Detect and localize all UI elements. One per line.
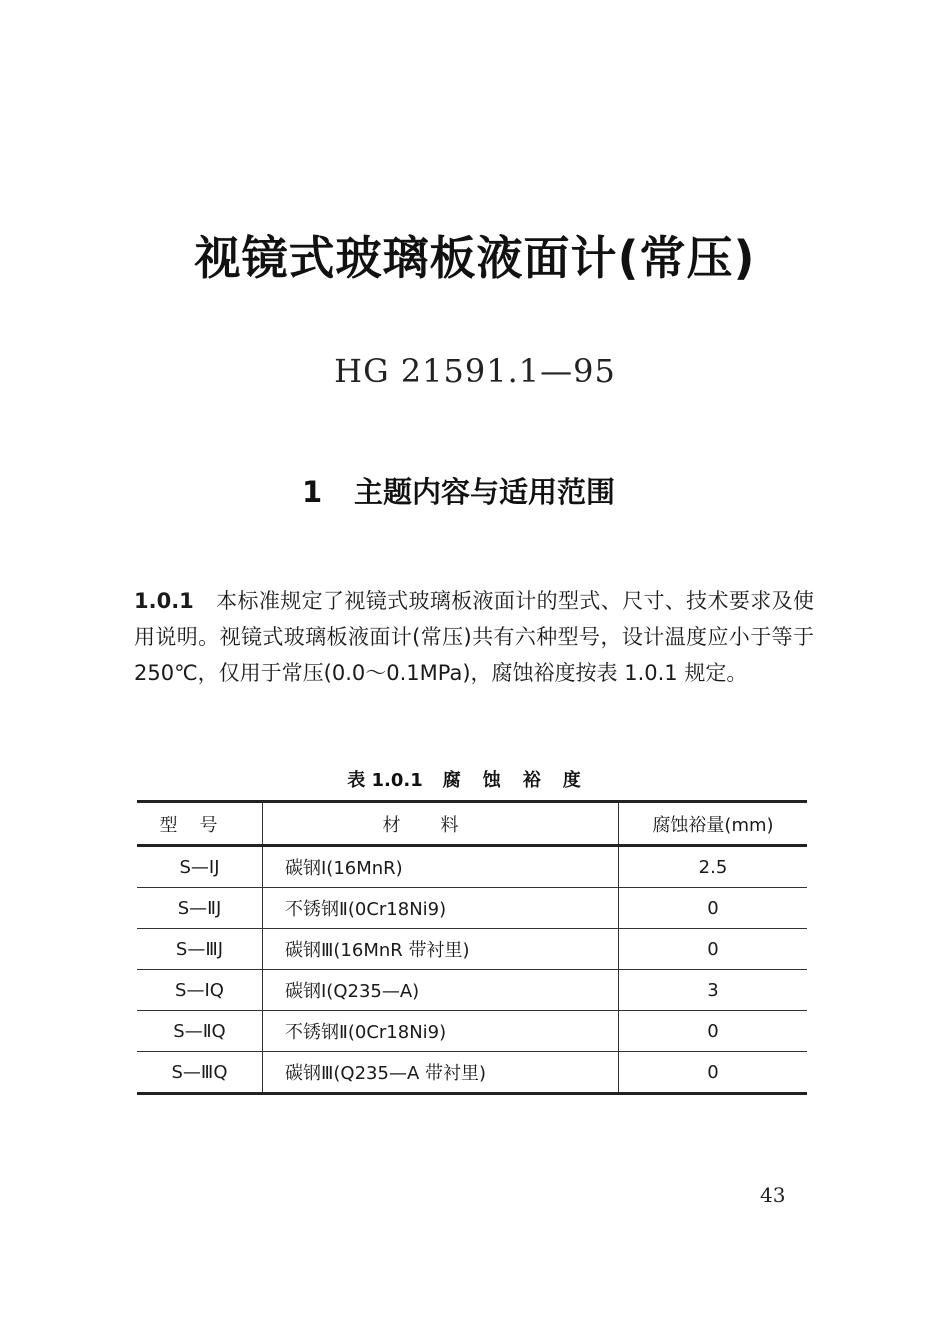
page-number: 43 bbox=[760, 1183, 786, 1207]
cell-material: 碳钢Ⅲ(Q235—A 带衬里) bbox=[263, 1052, 619, 1094]
cell-material: 碳钢Ⅲ(16MnR 带衬里) bbox=[263, 929, 619, 970]
cell-material: 碳钢Ⅰ(Q235—A) bbox=[263, 970, 619, 1011]
section-title: 主题内容与适用范围 bbox=[354, 475, 616, 509]
cell-allowance: 0 bbox=[619, 1011, 808, 1052]
header-material: 材料 bbox=[263, 802, 619, 846]
header-type: 型号 bbox=[137, 802, 263, 846]
cell-allowance: 0 bbox=[619, 1052, 808, 1094]
document-title: 视镜式玻璃板液面计(常压) bbox=[194, 231, 756, 285]
table-row bbox=[137, 888, 807, 929]
table-row bbox=[137, 970, 807, 1011]
cell-material: 不锈钢Ⅱ(0Cr18Ni9) bbox=[263, 888, 619, 929]
corrosion-allowance-table bbox=[137, 800, 807, 1095]
header-allowance: 腐蚀裕量(mm) bbox=[619, 802, 808, 846]
clause-text: 本标准规定了视镜式玻璃板液面计的型式、尺寸、技术要求及使用说明。视镜式玻璃板液面计(常压)共有六种型号，设计温度应小于等于 250℃，仅用于常压(0.0～0.1MPa)，腐蚀裕度按表 1.0.1 规定。 bbox=[134, 589, 814, 685]
table-caption-number: 表 1.0.1 bbox=[347, 770, 423, 791]
cell-type: S—ⅠQ bbox=[137, 970, 263, 1011]
cell-allowance: 2.5 bbox=[619, 846, 808, 888]
clause-paragraph bbox=[134, 583, 814, 691]
cell-type: S—ⅠJ bbox=[137, 846, 263, 888]
section-number: 1 bbox=[302, 475, 323, 509]
cell-type: S—ⅢQ bbox=[137, 1052, 263, 1094]
cell-type: S—ⅡJ bbox=[137, 888, 263, 929]
table-caption bbox=[0, 766, 950, 792]
table-row bbox=[137, 1052, 807, 1094]
table-row bbox=[137, 846, 807, 888]
section-heading bbox=[302, 470, 615, 511]
cell-allowance: 0 bbox=[619, 888, 808, 929]
cell-material: 不锈钢Ⅱ(0Cr18Ni9) bbox=[263, 1011, 619, 1052]
cell-type: S—ⅡQ bbox=[137, 1011, 263, 1052]
cell-allowance: 0 bbox=[619, 929, 808, 970]
table-caption-title: 腐蚀裕度 bbox=[442, 770, 603, 791]
table-header-row bbox=[137, 802, 807, 846]
table-row bbox=[137, 929, 807, 970]
clause-number: 1.0.1 bbox=[134, 589, 194, 613]
cell-allowance: 3 bbox=[619, 970, 808, 1011]
standard-code: HG 21591.1—95 bbox=[334, 352, 616, 390]
cell-material: 碳钢Ⅰ(16MnR) bbox=[263, 846, 619, 888]
table-row bbox=[137, 1011, 807, 1052]
cell-type: S—ⅢJ bbox=[137, 929, 263, 970]
